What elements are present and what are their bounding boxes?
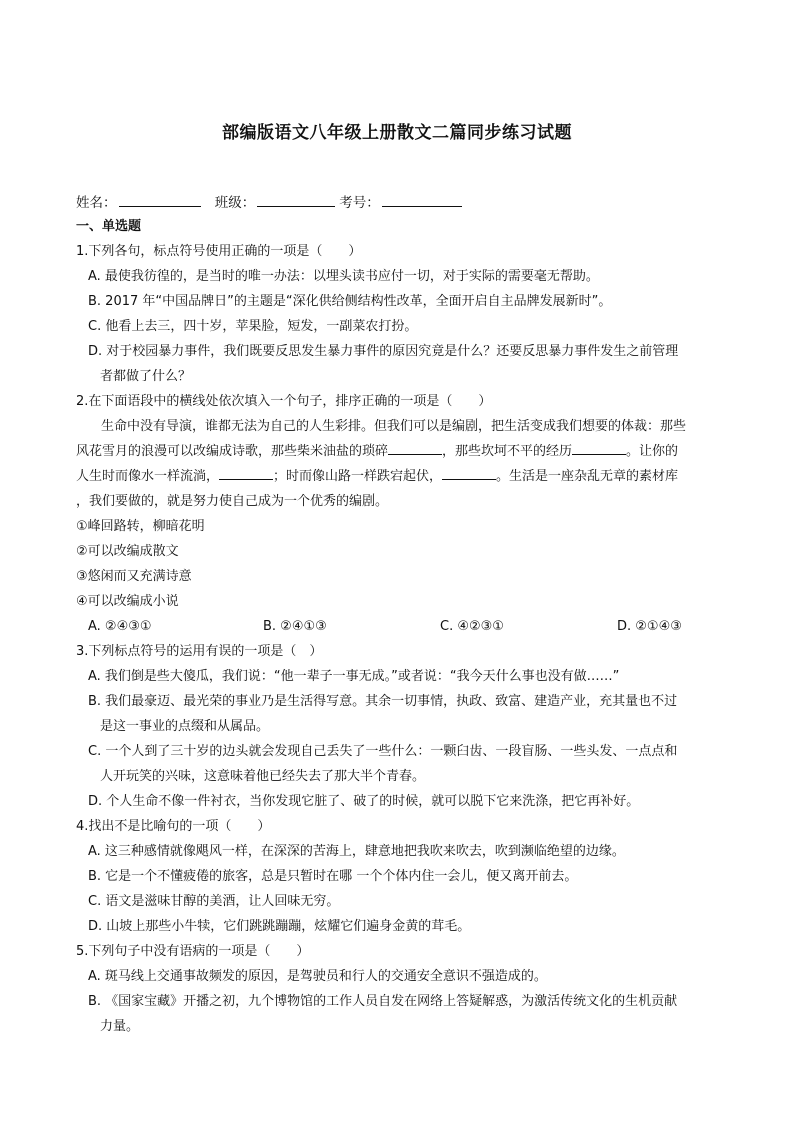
q2-item-1: ①峰回路转，柳暗花明 xyxy=(76,519,205,534)
q2-passage-line-3: 人生时而像水一样流淌， ；时而像山路一样跌宕起伏， 。生活是一座杂乱无章的素材库 xyxy=(76,464,722,489)
q5-option-a: A. 斑马线上交通事故频发的原因，是驾驶员和行人的交通安全意识不强造成的。 xyxy=(88,969,547,984)
q2-item-2: ②可以改编成散文 xyxy=(76,544,179,559)
q2-option-c: C. ④②③① xyxy=(440,619,504,634)
class-label: 班级： xyxy=(214,195,256,211)
q3-option-b-cont: 是这一事业的点缀和从属品。 xyxy=(100,719,270,734)
q1-option-d: D. 对于校园暴力事件，我们既要反思发生暴力事件的原因究竟是什么？还要反思暴力事件发生之前管理 xyxy=(88,344,679,359)
q3-option-c-cont: 人开玩笑的兴味，这意味着他已经失去了那大半个青春。 xyxy=(100,769,426,784)
q2-passage-line-4: ，我们要做的，就是努力使自己成为一个优秀的编剧。 xyxy=(76,494,389,509)
q2-passage-line-1: 生命中没有导演，谁都无法为自己的人生彩排。但我们可以是编剧，把生活变成我们想要的体裁：那些 xyxy=(101,419,687,434)
q2-blank-4 xyxy=(442,465,496,480)
q4-option-a: A. 这三种感情就像飓风一样，在深深的苦海上，肆意地把我吹来吹去，吹到濒临绝望的边缘。 xyxy=(88,844,625,859)
q2-option-b: B. ②④①③ xyxy=(263,619,327,634)
exam-number-blank[interactable] xyxy=(382,192,462,207)
q1-option-a: A. 最使我彷徨的，是当时的唯一办法：以埋头读书应付一切，对于实际的需要毫无帮助。 xyxy=(88,269,599,284)
class-blank[interactable] xyxy=(257,192,335,207)
q4-option-b: B. 它是一个不懂疲倦的旅客，总是只暂时在哪 一个个体内住一会儿，便又离开前去。 xyxy=(88,869,578,884)
q2-blank-1 xyxy=(388,440,442,455)
q5-option-b: B. 《国家宝藏》开播之初，九个博物馆的工作人员自发在网络上答疑解惑，为激活传统文化的生机贡献 xyxy=(88,994,678,1009)
q5-stem: 5.下列句子中没有语病的一项是（ ） xyxy=(76,944,310,959)
q1-option-d-cont: 者都做了什么？ xyxy=(100,369,192,384)
q4-option-d: D. 山坡上那些小牛犊，它们跳跳蹦蹦，炫耀它们遍身金黄的茸毛。 xyxy=(88,919,471,934)
q2-blank-3 xyxy=(219,465,273,480)
question-content xyxy=(76,214,722,1039)
q3-option-a: A. 我们倒是些大傻瓜，我们说：“他一辈子一事无成。”或者说：“我今天什么事也没有做……” xyxy=(88,669,620,684)
q3-option-b: B. 我们最豪迈、最光荣的事业乃是生活得写意。其余一切事情，执政、致富、建造产业，充其量也不过 xyxy=(88,694,678,709)
q4-stem: 4.找出不是比喻句的一项（ ） xyxy=(76,819,271,834)
q4-option-c: C. 语文是滋味甘醇的美酒，让人回味无穷。 xyxy=(88,894,340,909)
q2-stem: 2.在下面语段中的横线处依次填入一个句子，排序正确的一项是（ ） xyxy=(76,394,492,409)
q2-passage-line-2: 风花雪月的浪漫可以改编成诗歌，那些柴米油盐的琐碎 ，那些坎坷不平的经历 。让你的 xyxy=(76,439,722,464)
q2-option-d: D. ②①④③ xyxy=(617,619,682,634)
page-title: 部编版语文八年级上册散文二篇同步练习试题 xyxy=(222,123,572,143)
name-label: 姓名： xyxy=(76,195,117,211)
name-blank[interactable] xyxy=(119,192,201,207)
q2-blank-2 xyxy=(572,440,626,455)
q2-option-a: A. ②④③① xyxy=(88,619,152,634)
q1-option-c: C. 他看上去三，四十岁，苹果脸，短发，一副菜农打扮。 xyxy=(88,319,418,334)
section-heading: 一、单选题 xyxy=(76,219,142,234)
q2-options xyxy=(76,614,722,639)
q2-item-3: ③悠闲而又充满诗意 xyxy=(76,569,192,584)
q3-stem: 3.下列标点符号的运用有误的一项是（ ） xyxy=(76,644,323,659)
q3-option-d: D. 个人生命不像一件衬衣，当你发现它脏了、破了的时候，就可以脱下它来洗涤，把它再补好。 xyxy=(88,794,640,809)
q1-stem: 1.下列各句，标点符号使用正确的一项是（ ） xyxy=(76,244,362,259)
q1-option-b: B. 2017 年“中国品牌日”的主题是“深化供给侧结构性改革，全面开启自主品牌发展新时”。 xyxy=(88,294,612,309)
exam-number-label: 考号： xyxy=(339,195,380,211)
student-info-line xyxy=(76,191,472,211)
q3-option-c: C. 一个人到了三十岁的边头就会发现自己丢失了一些什么：一颗臼齿、一段盲肠、一些头发、一点点和 xyxy=(88,744,678,759)
q5-option-b-cont: 力量。 xyxy=(100,1019,140,1034)
q2-item-4: ④可以改编成小说 xyxy=(76,594,179,609)
